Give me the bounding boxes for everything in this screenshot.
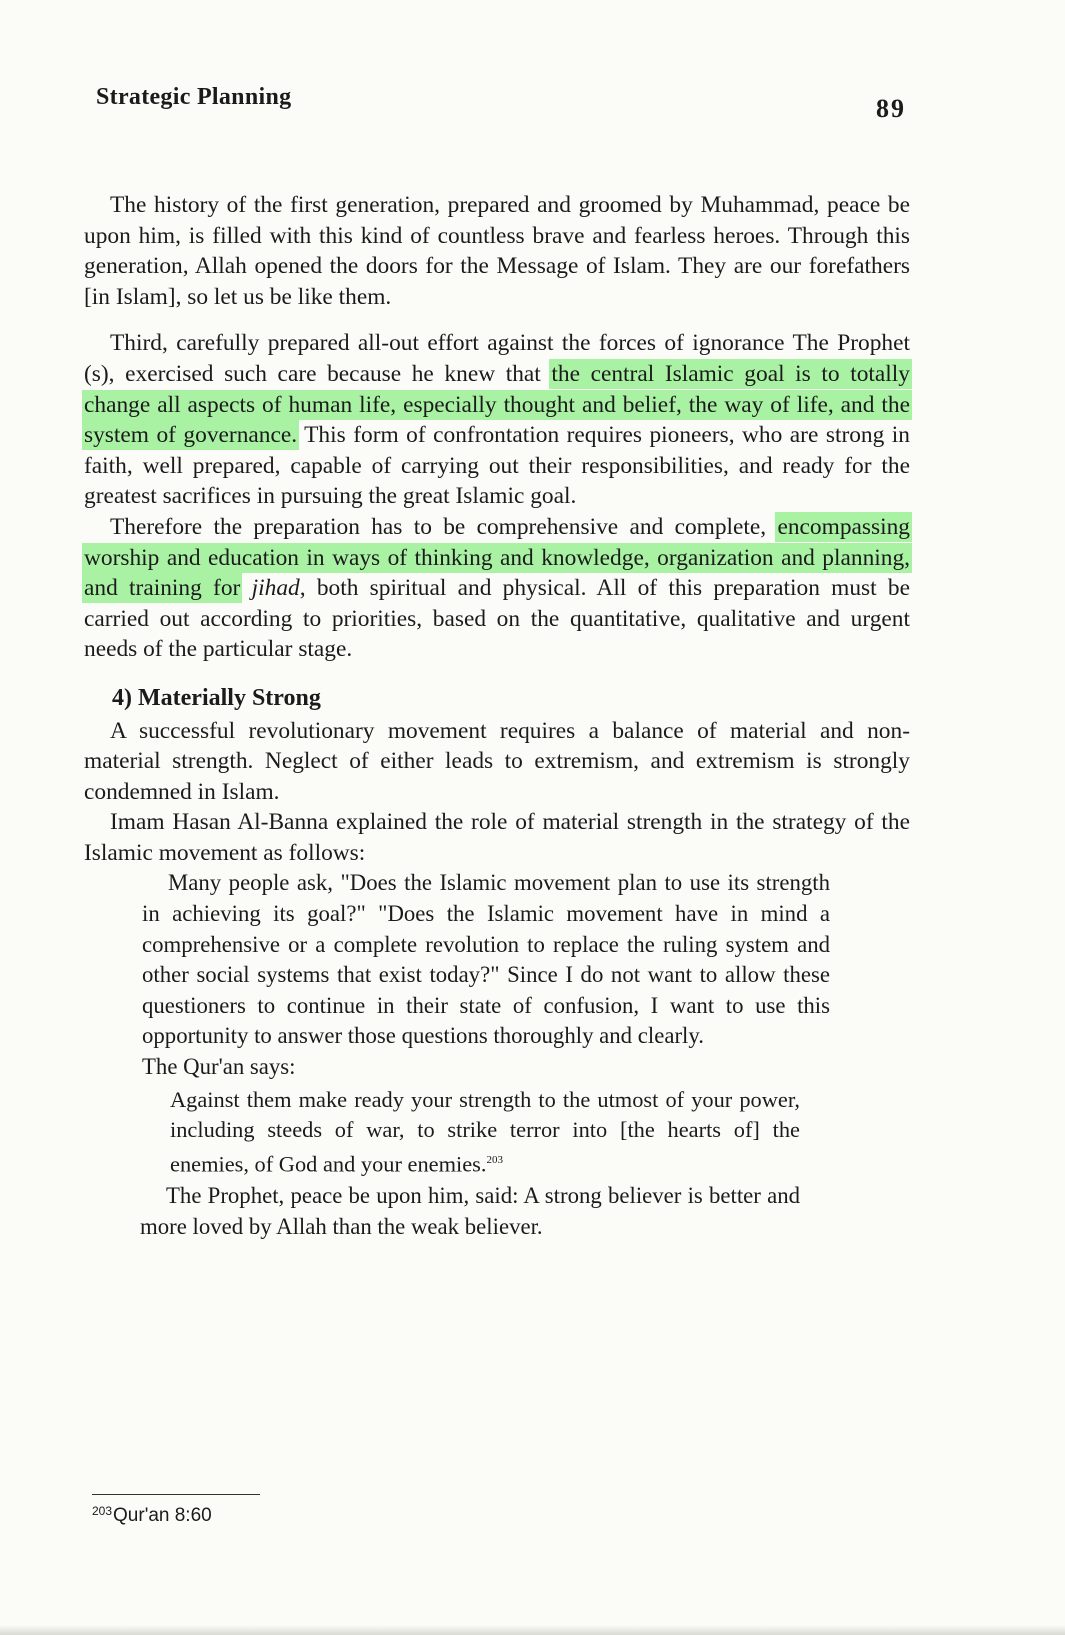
footnote	[92, 1504, 212, 1527]
paragraph-preparation	[84, 512, 910, 665]
footnote-divider	[92, 1494, 260, 1495]
paragraph-text: This form of confrontation requires pioneers, who are strong in faith, well prepared, capable of carrying out their responsibilities, and ready for the greatest sacrifices in pursuing the great Islamic goal.	[84, 422, 911, 510]
footnote-text: Qur'an 8:60	[113, 1505, 212, 1526]
quran-label: The Qur'an says:	[142, 1054, 296, 1080]
paragraph-balance: A successful revolutionary movement requires a balance of material and non-material strength. Neglect of either leads to extremism, and extremism is strongly condemned in Islam.	[84, 717, 910, 805]
highlighted-text: the central Islamic goal is to totally change all aspects of human life, especially thought and belief, the way of life, and the system of governance.	[84, 360, 910, 449]
italic-term: jihad	[251, 575, 300, 602]
running-head: Strategic Planning	[96, 84, 292, 110]
body-text	[84, 190, 910, 1242]
verse-text: Against them make ready your strength to the utmost of your power, including steeds of war, to strike terror into [the hearts of] the enemies, of God and your enemies.	[170, 1086, 800, 1177]
block-quote: Many people ask, "Does the Islamic movement plan to use its strength in achieving its goal?" "Does the Islamic movement have in mind a comprehensive or a complete revolution to replace the ruling system and other social systems that exist today?" Since I do not want to allow these questioners to continue in their state of confusion, I want to use this opportunity to answer those questions thoroughly and clearly.	[142, 870, 830, 1049]
paragraph-text: Therefore the preparation has to be comprehensive and complete,	[110, 513, 778, 540]
quran-verse	[170, 1085, 800, 1179]
hadith-quote: The Prophet, peace be upon him, said: A strong believer is better and more loved by Allah than the weak believer.	[140, 1183, 800, 1239]
highlighted-text: encompassing worship and education in ways of thinking and knowledge, organization and planning, and training for	[84, 513, 910, 602]
paragraph-text: , both spiritual and physical. All of this preparation must be carried out according to priorities, based on the quantitative, qualitative and urgent needs of the particular stage.	[84, 575, 911, 663]
section-heading: 4) Materially Strong	[112, 684, 321, 711]
footnote-marker: 203	[486, 1153, 503, 1166]
page-number: 89	[876, 94, 906, 123]
paragraph-al-banna: Imam Hasan Al-Banna explained the role of material strength in the strategy of the Islamic movement as follows:	[84, 809, 910, 866]
paragraph-third-effort	[84, 328, 910, 512]
paragraph-first-generation: The history of the first generation, prepared and groomed by Muhammad, peace be upon him, is filled with this kind of countless brave and fearless heroes. Through this generation, Allah opened the doors for the Message of Islam. They are our forefathers [in Islam], so let us be like them.	[84, 192, 910, 310]
footnote-number: 203	[92, 1504, 113, 1518]
paragraph-text: Third, carefully prepared all-out effort against the forces of ignorance The Prophet (s), exercised such care because he knew that	[84, 330, 910, 387]
